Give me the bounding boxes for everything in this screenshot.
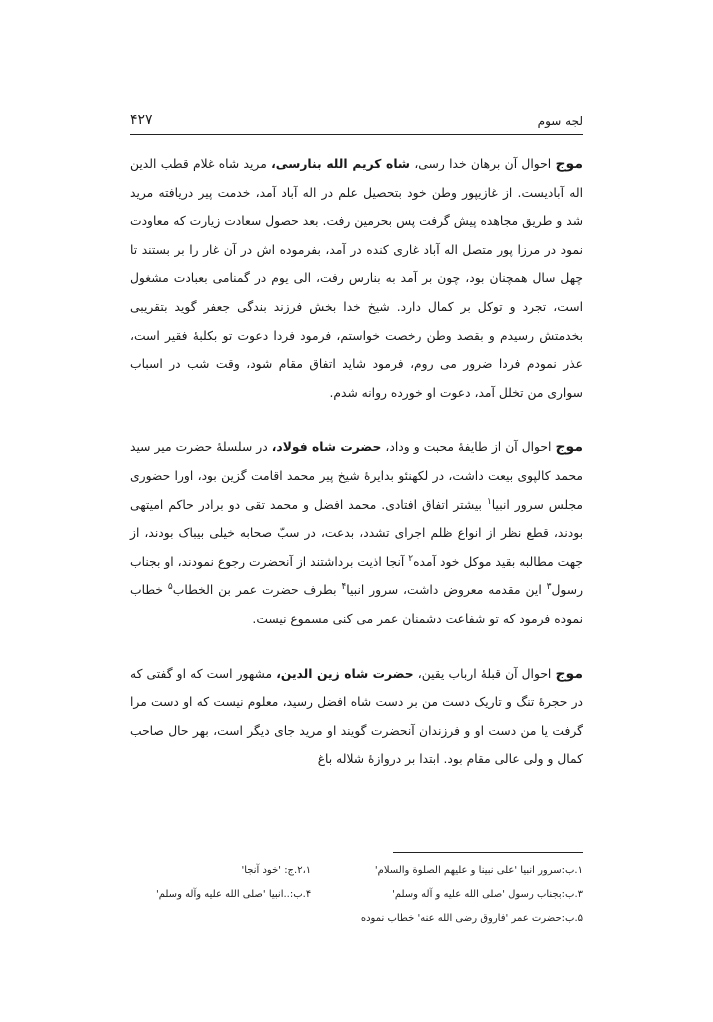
paragraph-text: خطاب نموده فرمود که تو شفاعت دشمنان عمر می کنی مسموع نیست.	[130, 583, 583, 626]
footnote-ref-2[interactable]: ۲	[408, 553, 414, 564]
chapter-title: لجه سوم	[537, 114, 583, 128]
saint-name: شاه کریم الله بنارسی،	[271, 157, 411, 171]
paragraph-text: مشهور است که او گفتی که در حجرهٔ تنگ و تاریک دست من بر دست شاه افضل رسید، معلوم نیست که او دست مرا گرفت یا من دست او و فرزندان آنحضرت گویند او مرید جای دیگر است، بهر حال صاحب کمال و ولی عالی مقام بود. ابتدا بر دروازهٔ شلاله باغ	[130, 666, 583, 767]
running-header	[130, 112, 583, 135]
paragraph-zainuddin	[130, 660, 583, 774]
saint-name: حضرت شاه فولاد،	[271, 440, 382, 455]
paragraph-lead: موج	[555, 439, 583, 456]
footnote-3: ۳.ب:بجناب رسول 'صلی الله علیه و آله وسلم'	[392, 889, 583, 900]
paragraph-intro: احوال آن برهان خدا رسی،	[410, 157, 556, 171]
footnote-ref-4[interactable]: ۴	[341, 582, 347, 593]
paragraph-text: بطرف حضرت عمر بن الخطاب	[172, 583, 342, 598]
paragraph-lead: موج	[555, 156, 583, 172]
paragraph-text: در سلسلهٔ حضرت میر سید محمد کالپوی بیعت داشت، در لکهنئو بدایرهٔ شیخ پیر محمد اقامت گزین بود، اورا حضوری مجلس سرور انبیا	[130, 440, 584, 512]
footnote-ref-1[interactable]: ۱	[486, 496, 492, 507]
paragraph-karimullah	[130, 150, 583, 407]
footnote-ref-5[interactable]: ۵	[167, 582, 173, 593]
paragraph-text: مرید شاه غلام قطب الدین اله آبادیست. از غازیپور وطن خود بتحصیل علم در اله آباد آمد، خدمت پیر دریافته مرید شد و طریق مجاهده پیش گرفت پس بحرمین رفت. بعد حصول سعادت زیارت که معاودت نمود در مرزا پور متصل اله آباد غاری کنده در آمد، بفرموده اش در آن غار را بر بستند تا چهل سال همچنان بود، چون بر آمد به بنارس رفت، الی یوم در گمنامی بعبادت مشغول است، تجرد و توکل بر کمال دارد. شیخ خدا بخش فرزند بندگی جعفر گوید بتقریبی بخدمتش رسیدم و بقصد وطن رخصت خواستم، فرمود فردا دعوت تو بکلبهٔ فقیر است، عذر نمودم فردا ضرور می روم، فرمود شاید اتفاق مقام شود، وقت شب در اسباب سواری من تخلل آمد، دعوت او خورده روانه شدم.	[130, 157, 583, 400]
paragraph-lead: موج	[555, 665, 583, 682]
body-text	[130, 150, 583, 800]
paragraph-text: آنجا اذیت برداشتند از آنحضرت رجوع نمودند، او بجناب رسول	[130, 554, 584, 598]
footnote-2: ۲،۱.ج: 'خود آنجا'	[241, 865, 312, 876]
footnote-1: ۱.ب:سرور انبیا 'علی نبینا و علیهم الصلوة والسلام'	[374, 865, 583, 876]
paragraph-text: این مقدمه معروض داشت، سرور انبیا	[346, 583, 547, 598]
saint-name: حضرت شاه زین الدین،	[276, 666, 414, 681]
footnote-ref-3[interactable]: ۳	[546, 582, 552, 593]
paragraph-intro: احوال آن از طایفهٔ محبت و وداد،	[381, 440, 556, 455]
footnote-row	[130, 859, 583, 883]
footnote-divider	[393, 852, 583, 853]
footnote-row	[130, 883, 583, 907]
page-number: ۴۲۷	[130, 112, 153, 128]
paragraph-intro: احوال آن قبلهٔ ارباب یقین،	[413, 666, 556, 681]
footnotes	[130, 852, 583, 931]
footnote-4: ۴.ب:..انبیا 'صلی الله علیه وآله وسلم'	[155, 889, 312, 900]
paragraph-fulad	[130, 433, 583, 633]
paragraph-text: بیشتر اتفاق افتادی. محمد افضل و محمد تقی دو برادر حاکم امیتهی بودند، قطع نظر از انواع ظلم اجرای تشدد، بدعت، در سبّ صحابه خیلی بیباک بودند، از جهت مطالبه بقید موکل خود آمده	[130, 497, 583, 569]
footnote-5: ۵.ب:حضرت عمر 'فاروق رضی الله عنه' خطاب نموده	[360, 913, 583, 924]
